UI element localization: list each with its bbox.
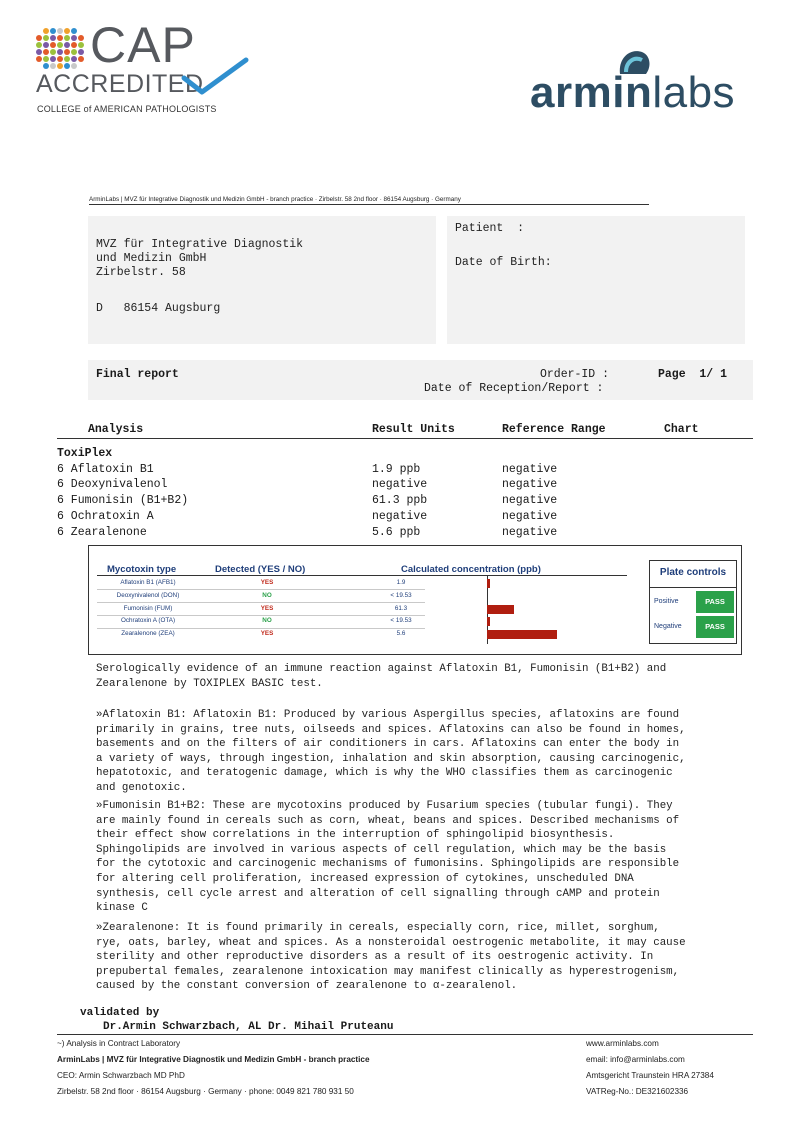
table-row	[57, 478, 757, 492]
summary-paragraph: Serologically evidence of an immune reaction against Aflatoxin B1, Fumonisin (B1+B2) and Zearalenone by TOXIPLEX BASIC test.	[96, 663, 667, 690]
myco-header-type: Mycotoxin type	[107, 564, 177, 575]
column-header-result-units: Result Units	[372, 423, 455, 436]
myco-concentration-cell: < 19.53	[390, 591, 412, 599]
sender-line: ArminLabs | MVZ für Integrative Diagnostik und Medizin GmbH - branch practice · Zirbelstr. 58 2nd floor · 86154 Augsburg · Germany	[89, 196, 649, 205]
cap-logo-dot	[57, 49, 63, 55]
table-row	[57, 494, 757, 508]
cap-logo-dot	[64, 63, 70, 69]
report-header-bar	[88, 360, 753, 400]
cap-logo-dot	[43, 35, 49, 41]
analysis-cell: 6 Ochratoxin A	[57, 510, 154, 523]
column-header-chart: Chart	[664, 423, 699, 436]
reference-cell: negative	[502, 494, 558, 507]
cap-logo-dot	[43, 63, 49, 69]
myco-header-divider	[97, 575, 627, 576]
myco-type-cell: Deoxynivalenol (DON)	[116, 591, 180, 599]
mycotoxin-panel	[88, 545, 742, 655]
myco-row	[89, 615, 629, 627]
address-line: MVZ für Integrative Diagnostik	[96, 238, 304, 251]
reference-cell: negative	[502, 510, 558, 523]
address-line: und Medizin GmbH	[96, 252, 207, 265]
cap-logo-dot	[71, 28, 77, 34]
myco-concentration-cell: 1.9	[396, 579, 406, 586]
cap-logo-dot	[71, 49, 77, 55]
plate-controls-box	[649, 560, 737, 644]
result-cell: negative	[372, 510, 428, 523]
table-row	[57, 510, 757, 524]
report-title: Final report	[96, 368, 179, 381]
myco-row	[89, 603, 629, 615]
fumonisin-paragraph: »Fumonisin B1+B2: These are mycotoxins produced by Fusarium species (tubular fungi). They are mainly found in cereals such as corn, wheat, beans and spices. Described mechanisms of their effect show correlations in the interruption of sphingolipid biosynthesis. Sphingolipids are involved in various aspects of cell regulation, which may be the basis for the cytotoxic and carcinogenic mechanisms of fumonisins. Sphingolipids are responsible for altering cell proliferation, increased expression of cytokines, unscheduled DNA synthesis, cell cycle arrest and alteration of cell signalling through cAMP and protein kinase C	[96, 800, 680, 915]
analysis-cell: 6 Fumonisin (B1+B2)	[57, 494, 189, 507]
analysis-cell: 6 Zearalenone	[57, 526, 147, 539]
cap-logo-dot	[43, 49, 49, 55]
cap-logo-dot	[64, 28, 70, 34]
cap-logo-dot	[43, 56, 49, 62]
footer-left-line: ~) Analysis in Contract Laboratory	[57, 1039, 181, 1048]
patient-label: Patient :	[455, 222, 525, 235]
myco-type-cell: Fumonisin (FUM)	[123, 604, 173, 612]
myco-type-cell: Aflatoxin B1 (AFB1)	[120, 579, 176, 586]
cap-logo-dot	[78, 56, 84, 62]
cap-logo-dot	[78, 42, 84, 48]
footer-left-line: CEO: Armin Schwarzbach MD PhD	[57, 1071, 185, 1080]
myco-detected-cell: NO	[262, 591, 272, 599]
address-line: Zirbelstr. 58	[96, 266, 186, 279]
cap-logo-dot	[50, 42, 56, 48]
reference-cell: negative	[502, 463, 558, 476]
analysis-cell: 6 Aflatoxin B1	[57, 463, 154, 476]
arminlabs-logo-light: labs	[652, 68, 736, 117]
cap-logo-dot	[64, 42, 70, 48]
footer-email[interactable]: email: info@arminlabs.com	[586, 1055, 685, 1064]
cap-logo-dot	[71, 42, 77, 48]
footer-website[interactable]: www.arminlabs.com	[586, 1039, 659, 1048]
negative-pass-badge: PASS	[696, 616, 734, 638]
reception-date-label: Date of Reception/Report :	[424, 382, 604, 395]
cap-logo-dot	[57, 28, 63, 34]
validated-by-label: validated by	[80, 1007, 160, 1019]
plate-controls-title: Plate controls	[659, 567, 727, 578]
myco-row	[89, 590, 629, 602]
cap-logo-dot	[78, 49, 84, 55]
analysis-cell: 6 Deoxynivalenol	[57, 478, 168, 491]
validator-names: Dr.Armin Schwarzbach, AL Dr. Mihail Pruteanu	[103, 1021, 394, 1033]
cap-logo-dot	[50, 49, 56, 55]
column-header-reference: Reference Range	[502, 423, 606, 436]
table-header-divider	[57, 438, 753, 439]
cap-logo-dot	[57, 63, 63, 69]
cap-logo-dot	[50, 63, 56, 69]
concentration-bar	[487, 579, 490, 588]
myco-detected-cell: YES	[260, 630, 274, 638]
cap-logo-dot	[57, 56, 63, 62]
cap-logo-dot	[71, 56, 77, 62]
table-row	[57, 463, 757, 477]
footer-divider	[57, 1034, 753, 1035]
concentration-bar	[487, 605, 514, 614]
cap-logo-dot	[36, 49, 42, 55]
address-line: D 86154 Augsburg	[96, 302, 221, 315]
cap-logo-dot	[50, 28, 56, 34]
footer-vat: VATReg-No.: DE321602336	[586, 1087, 689, 1096]
myco-detected-cell: YES	[260, 604, 274, 612]
myco-row	[89, 577, 629, 589]
cap-logo-dot	[36, 35, 42, 41]
column-header-analysis: Analysis	[88, 423, 144, 436]
footer-register: Amtsgericht Traunstein HRA 27384	[586, 1071, 714, 1080]
cap-logo-dot	[43, 42, 49, 48]
reference-cell: negative	[502, 526, 558, 539]
table-row	[57, 526, 757, 540]
cap-logo-dot	[50, 56, 56, 62]
aflatoxin-paragraph: »Aflatoxin B1: Aflatoxin B1: Produced by various Aspergillus species, aflatoxins are found primarily in grains, tree nuts, oilseeds and spices. Aflatoxins can also be found in homes, basements and on the filters of air conditioners in cars. Aflatoxins can enter the body in a variety of ways, through ingestion, inhalation and skin absorption, causing carcinogenic, hepatotoxic, and teratogenic damage, which is why the WHO classifies them as carcinogenic and genotoxic.	[96, 709, 686, 794]
cap-logo-dot	[36, 42, 42, 48]
footer-left-line: ArminLabs | MVZ für Integrative Diagnostik und Medizin GmbH - branch practice	[57, 1055, 370, 1064]
result-cell: 5.6 ppb	[372, 526, 421, 539]
myco-type-cell: Ochratoxin A (OTA)	[120, 617, 176, 625]
cap-logo-dot	[36, 56, 42, 62]
footer-left-line: Zirbelstr. 58 2nd floor · 86154 Augsburg · Germany · phone: 0049 821 780 931 50	[57, 1087, 354, 1096]
cap-logo-word: CAP	[90, 17, 196, 73]
myco-concentration-cell: < 19.53	[390, 617, 412, 625]
dob-label: Date of Birth:	[455, 256, 552, 269]
cap-logo-dot	[71, 63, 77, 69]
arminlabs-logo-bold: armin	[530, 68, 653, 117]
cap-logo-dot	[64, 56, 70, 62]
cap-logo-dot	[78, 35, 84, 41]
myco-concentration-cell: 61.3	[394, 604, 408, 612]
page-number: Page 1/ 1	[658, 368, 728, 381]
cap-logo-dot	[64, 35, 70, 41]
concentration-bar	[487, 630, 557, 639]
zearalenone-paragraph: »Zearalenone: It is found primarily in cereals, especially corn, rice, millet, sorghum, rye, oats, barley, wheat and spices. As a nonsteroidal oestrogenic metabolite, it may cause sterility and other reproductive disorders as a result of its oestrogenic activity. In prepubertal females, zearalenone intoxication may manifest clinically as hyperestrogenism, caused by the constant conversion of zearalenone to α-zearalenol.	[96, 922, 686, 993]
myco-type-cell: Zearalenone (ZEA)	[121, 630, 175, 638]
cap-logo-dot	[64, 49, 70, 55]
myco-row	[89, 628, 629, 640]
cap-logo-accredited: ACCREDITED	[36, 70, 204, 98]
checkmark-icon	[180, 56, 250, 96]
cap-logo-dot	[57, 42, 63, 48]
myco-detected-cell: YES	[260, 579, 274, 586]
positive-control-label: Positive	[654, 598, 679, 605]
order-id-label: Order-ID :	[540, 368, 610, 381]
patient-box	[447, 216, 745, 344]
myco-header-detected: Detected (YES / NO)	[215, 564, 306, 575]
cap-logo-dots	[36, 28, 88, 72]
result-cell: 61.3 ppb	[372, 494, 428, 507]
myco-detected-cell: NO	[262, 617, 272, 625]
plate-controls-divider	[650, 587, 736, 588]
address-box	[88, 216, 436, 344]
cap-logo-dot	[57, 35, 63, 41]
result-cell: negative	[372, 478, 428, 491]
myco-concentration-cell: 5.6	[396, 630, 406, 638]
cap-logo-college: COLLEGE of AMERICAN PATHOLOGISTS	[37, 104, 217, 114]
negative-control-label: Negative	[654, 623, 682, 630]
cap-logo-dot	[71, 35, 77, 41]
positive-pass-badge: PASS	[696, 591, 734, 613]
concentration-bar	[487, 617, 490, 626]
reference-cell: negative	[502, 478, 558, 491]
cap-logo-dot	[50, 35, 56, 41]
arminlabs-logo	[530, 68, 735, 118]
cap-logo-dot	[43, 28, 49, 34]
section-title: ToxiPlex	[57, 447, 113, 460]
result-cell: 1.9 ppb	[372, 463, 421, 476]
myco-header-concentration: Calculated concentration (ppb)	[401, 564, 541, 575]
